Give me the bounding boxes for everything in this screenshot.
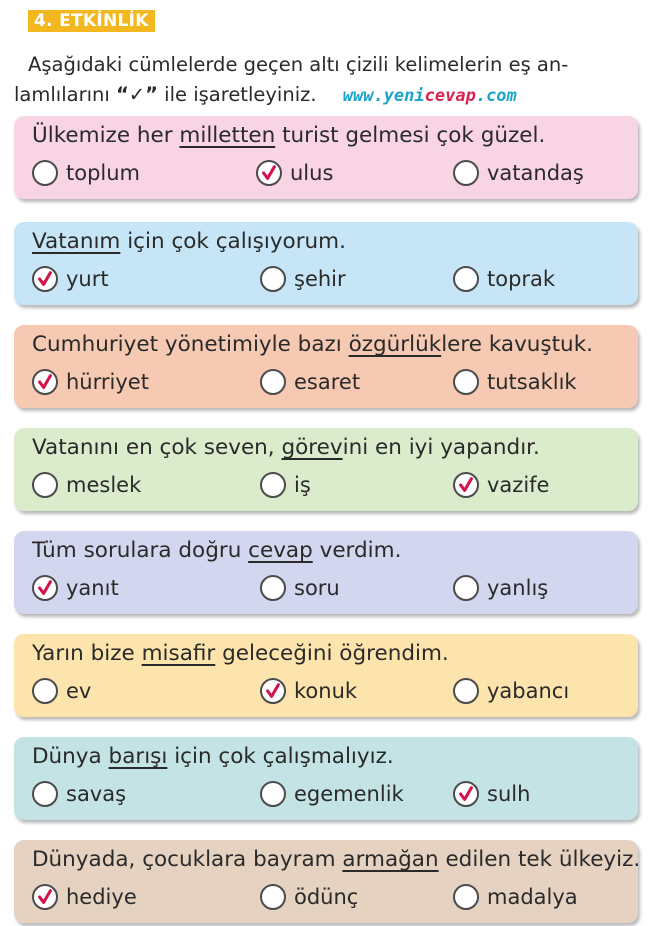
sentence-post: için çok çalışıyorum. [120,229,346,254]
option-2[interactable] [260,676,357,706]
website-watermark [343,86,517,106]
option-radio-checked[interactable] [453,472,479,498]
option-radio[interactable] [453,884,479,910]
option-label: vatandaş [487,161,584,185]
underlined-word: özgürlük [348,332,442,357]
option-radio[interactable] [260,575,286,601]
underlined-word: cevap [248,538,313,563]
option-label: yanıt [66,576,119,600]
option-3[interactable] [453,264,555,294]
question-sentence [32,847,640,872]
sentence-post: verdim. [312,538,402,563]
sentence-pre: Yarın bize [32,641,142,666]
question-sentence [32,229,346,254]
option-1[interactable] [32,264,109,294]
option-label: yurt [66,267,109,291]
option-label: meslek [66,473,142,497]
sentence-pre: Ülkemize her [32,123,180,148]
option-2[interactable] [260,573,340,603]
question-card-7 [14,737,638,820]
sentence-pre: Dünya [32,744,109,769]
checkmark-icon [260,164,278,182]
option-2[interactable] [260,264,346,294]
instruction-line-1: Aşağıdaki cümlelerde geçen altı çizili kelimelerin eş an- [28,53,569,76]
option-label: tutsaklık [487,370,577,394]
sentence-pre: Dünyada, çocuklara bayram [32,847,343,872]
option-radio[interactable] [453,266,479,292]
option-label: hürriyet [66,370,149,394]
option-2[interactable] [256,158,333,188]
option-label: hediye [66,885,137,909]
underlined-word: görev [281,435,343,460]
option-3[interactable] [453,158,584,188]
option-radio[interactable] [453,575,479,601]
option-label: egemenlik [294,782,404,806]
option-radio[interactable] [260,781,286,807]
option-radio[interactable] [32,678,58,704]
option-radio-checked[interactable] [32,266,58,292]
checkmark-icon [36,270,54,288]
instruction-text [14,50,640,111]
option-1[interactable] [32,367,149,397]
option-label: vazife [487,473,550,497]
option-label: yabancı [487,679,570,703]
option-label: iş [294,473,311,497]
checkmark-icon [36,373,54,391]
question-sentence [32,538,401,563]
option-label: madalya [487,885,578,909]
option-radio[interactable] [32,472,58,498]
option-3[interactable] [453,676,569,706]
option-label: ödünç [294,885,359,909]
underlined-word: armağan [342,847,439,872]
option-radio-checked[interactable] [256,160,282,186]
option-label: toprak [487,267,556,291]
sentence-pre: Cumhuriyet yönetimiyle bazı [32,332,349,357]
option-label: şehir [294,267,346,291]
question-sentence [32,744,394,769]
option-label: ulus [290,161,334,185]
option-radio[interactable] [260,266,286,292]
option-3[interactable] [453,470,549,500]
checkmark-icon [36,579,54,597]
sentence-pre: Vatanını en çok seven, [32,435,282,460]
option-radio-checked[interactable] [32,884,58,910]
instruction-part-b: ile işaretleyiniz. [157,83,317,106]
sentence-post: turist gelmesi çok güzel. [275,123,546,148]
option-radio[interactable] [453,369,479,395]
option-3[interactable] [453,367,577,397]
question-card-8 [14,840,641,923]
question-card-2 [14,222,638,305]
site-pre: www.yeni [342,86,425,106]
checkmark-icon [264,682,282,700]
sentence-post: geleceğini öğrendim. [215,641,449,666]
sentence-post: lere kavuştuk. [441,332,593,357]
underlined-word: barışı [108,744,168,769]
question-card-6 [14,634,638,717]
option-1[interactable] [32,882,137,912]
option-3[interactable] [453,779,530,809]
option-label: ev [66,679,92,703]
question-sentence [32,435,540,460]
option-1[interactable] [32,676,91,706]
question-sentence [32,641,449,666]
option-1[interactable] [32,470,141,500]
option-3[interactable] [453,882,578,912]
instruction-part-a: lamlılarını [14,83,116,106]
underlined-word: misafir [141,641,216,666]
question-card-1 [14,116,638,199]
option-radio[interactable] [32,781,58,807]
sentence-pre: Tüm sorulara doğru [32,538,249,563]
option-label: sulh [487,782,531,806]
activity-title: 4. ETKİNLİK [28,10,155,32]
question-sentence [32,332,593,357]
option-label: esaret [294,370,361,394]
option-2[interactable] [260,779,404,809]
option-2[interactable] [260,882,358,912]
underlined-word: milletten [179,123,276,148]
option-radio-checked[interactable] [32,575,58,601]
question-card-3 [14,325,638,408]
question-card-4 [14,428,638,511]
option-label: toplum [66,161,141,185]
option-label: yanlış [487,576,549,600]
sentence-post: ini en iyi yapandır. [342,435,540,460]
site-post: .com [475,86,517,106]
option-radio[interactable] [453,678,479,704]
instruction-line-2 [14,80,640,111]
sentence-post: edilen tek ülkeyiz. [438,847,641,872]
option-radio[interactable] [32,160,58,186]
option-radio-checked[interactable] [260,678,286,704]
site-mid: cevap [424,86,476,106]
option-1[interactable] [32,158,140,188]
option-2[interactable] [260,367,360,397]
option-1[interactable] [32,573,119,603]
option-1[interactable] [32,779,126,809]
option-label: savaş [66,782,127,806]
option-3[interactable] [453,573,548,603]
option-radio-checked[interactable] [32,369,58,395]
question-sentence [32,123,545,148]
option-radio[interactable] [260,884,286,910]
option-label: soru [294,576,340,600]
checkmark-icon [457,785,475,803]
option-radio[interactable] [260,472,286,498]
instruction-check-symbol: “✓” [115,83,158,106]
option-2[interactable] [260,470,311,500]
option-label: konuk [294,679,358,703]
question-card-5 [14,531,638,614]
checkmark-icon [36,888,54,906]
option-radio[interactable] [453,160,479,186]
option-radio-checked[interactable] [453,781,479,807]
option-radio[interactable] [260,369,286,395]
sentence-post: için çok çalışmalıyız. [167,744,394,769]
underlined-word: Vatanım [32,229,121,254]
checkmark-icon [457,476,475,494]
